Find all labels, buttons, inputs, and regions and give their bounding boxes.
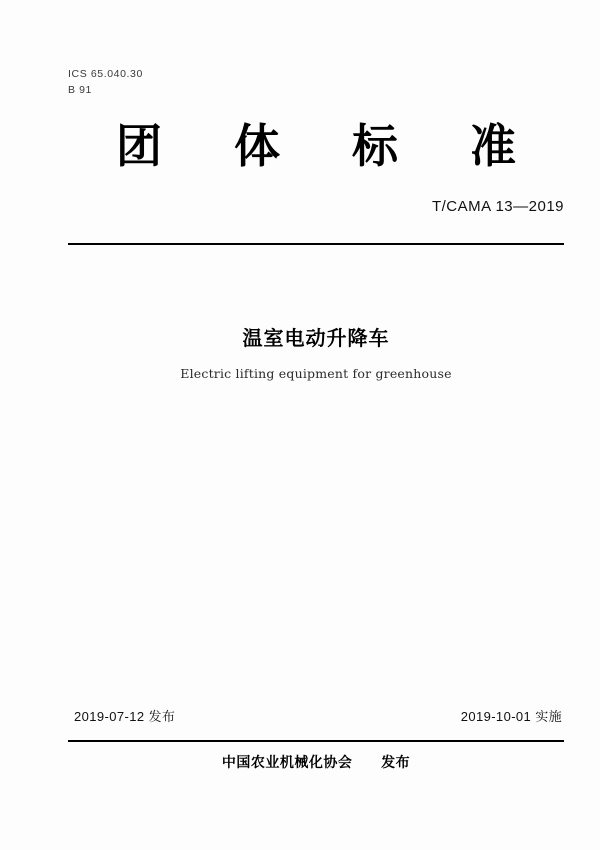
effective-date: 2019-10-01 实施 (460, 709, 562, 724)
standard-type-char-3: 标 (352, 119, 398, 173)
publisher-action: 发布 (381, 755, 411, 771)
divider-top (68, 243, 564, 245)
document-title-en: Electric lifting equipment for greenhouse (180, 366, 452, 381)
publisher-name: 中国农业机械化协会 (221, 755, 353, 771)
ics-class-code: B 91 (68, 84, 92, 96)
cover-content (68, 0, 564, 850)
ics-code: ICS 65.040.30 (68, 68, 143, 80)
issue-date: 2019-07-12 发布 (74, 709, 176, 724)
ics-block (68, 66, 143, 98)
document-title-cn: 温室电动升降车 (242, 326, 390, 350)
standard-number: T/CAMA 13—2019 (431, 198, 564, 215)
standard-type-char-2: 体 (234, 119, 280, 173)
publisher (68, 752, 564, 772)
standard-type-char-4: 准 (470, 119, 516, 173)
divider-bottom (68, 740, 564, 742)
standard-type-title (116, 118, 516, 174)
standard-type-char-1: 团 (116, 119, 162, 173)
